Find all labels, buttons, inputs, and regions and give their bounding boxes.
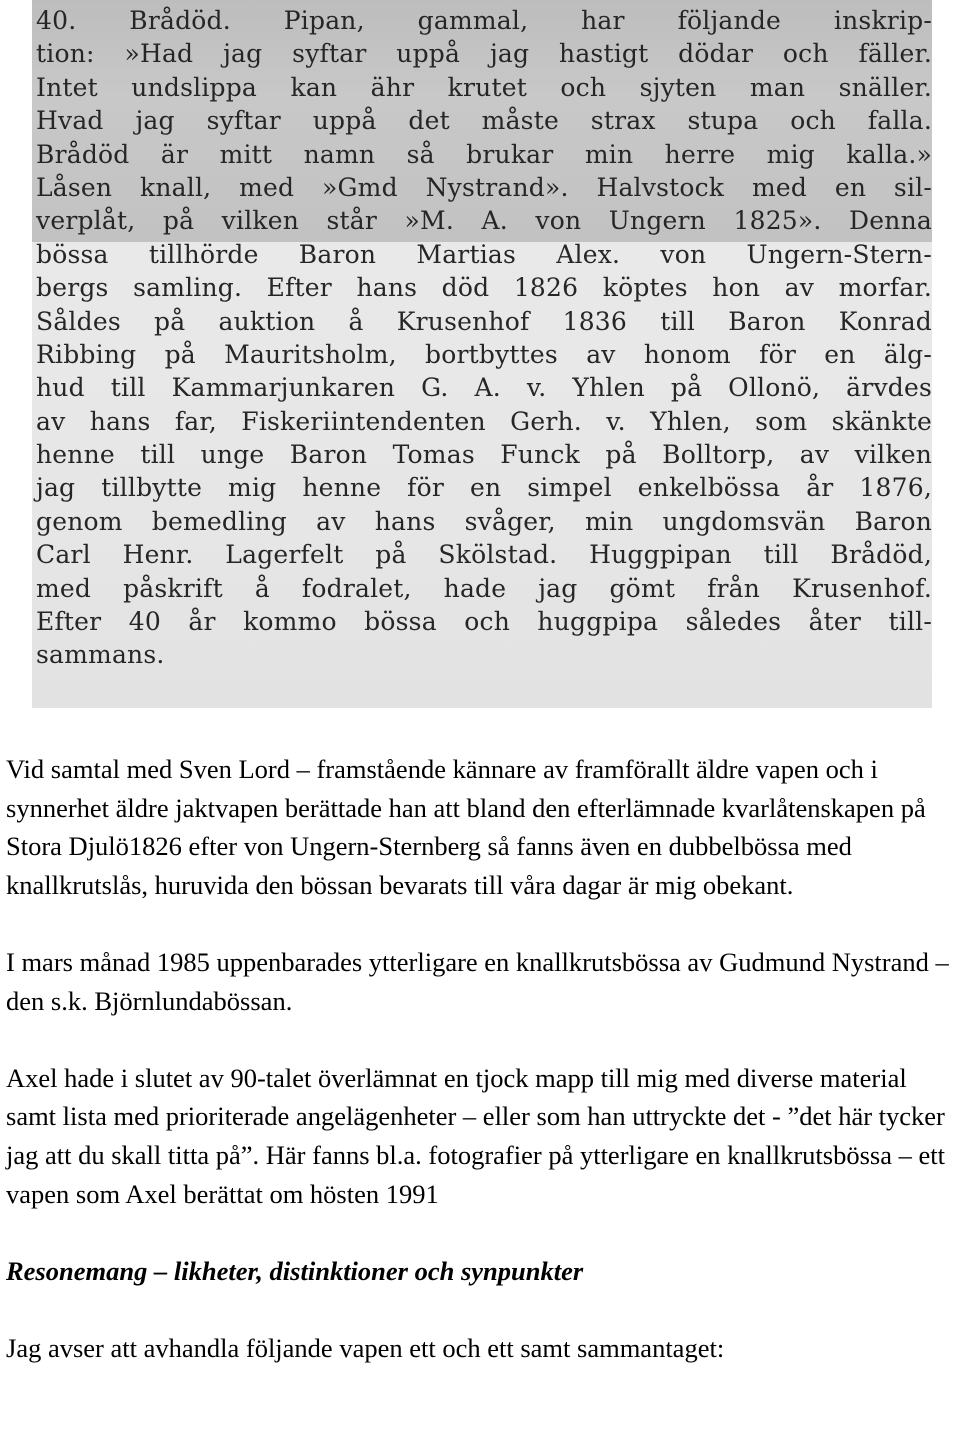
clipping-line: henne till unge Baron Tomas Funck på Bolltorp, av vilken [36,440,932,470]
clipping-line: Såldes på auktion å Krusenhof 1836 till Baron Konrad [36,306,932,336]
clipping-line: bössa tillhörde Baron Martias Alex. von Ungern-Stern- [36,239,932,269]
clipping-line: av hans far, Fiskeriintendenten Gerh. v. Yhlen, som skänkte [36,406,932,436]
clipping-line: Carl Henr. Lagerfelt på Skölstad. Huggpipan till Brådöd, [36,540,932,570]
paragraph-sven-lord: Vid samtal med Sven Lord – framstående kännare av framförallt äldre vapen och i synnerhet äldre jaktvapen berättade han att bland den efterlämnade kvarlåtenskapen på Stora Djulö1826 efter von Ungern-Sternberg så fanns även en dubbelbössa med knallkrutslås, huruvida den bössan bevarats till våra dagar är mig obekant. [6,754,926,900]
clipping-line: tion: »Had jag syftar uppå jag hastigt dödar och fäller. [36,39,932,69]
clipping-line: Ribbing på Mauritsholm, bortbyttes av honom för en älg- [36,339,932,369]
newspaper-clipping-image [32,0,932,708]
clipping-line: bergs samling. Efter hans död 1826 köptes hon av morfar. [36,273,932,303]
paragraph-axel-folder: Axel hade i slutet av 90-talet överlämnat en tjock mapp till mig med diverse material samt lista med prioriterade angelägenheter – eller som han uttryckte det - ”det här tycker jag att du skall titta på”. Här fanns bl.a. fotografier på ytterligare en knallkrutsbössa – ett vapen som Axel berättat om hösten 1991 [6,1062,945,1209]
clipping-line: sammans. [36,640,165,670]
clipping-line: 40. Brådöd. Pipan, gammal, har följande inskrip- [36,6,932,35]
clipping-line: Intet undslippa kan ähr krutet och sjyten man snäller. [36,72,932,102]
clipping-line: Hvad jag syftar uppå det måste strax stupa och falla. [36,106,932,136]
document-body [6,750,958,1368]
clipping-line: Efter 40 år kommo bössa och huggpipa således åter till- [36,607,932,637]
clipping-line: Brådöd är mitt namn så brukar min herre mig kalla.» [36,139,932,169]
paragraph-bjornlunda: I mars månad 1985 uppenbarades ytterligare en knallkrutsbössa av Gudmund Nystrand – den s.k. Björnlundabössan. [6,946,949,1016]
clipping-line: genom bemedling av hans svåger, min ungdomsvän Baron [36,506,932,536]
section-heading: Resonemang – likheter, distinktioner och synpunkter [6,1255,584,1286]
clipping-line: hud till Kammarjunkaren G. A. v. Yhlen på Ollonö, ärvdes [36,373,932,403]
clipping-text [36,4,932,672]
paragraph-closing: Jag avser att avhandla följande vapen ett och ett samt sammantaget: [6,1332,725,1363]
clipping-line: verplåt, på vilken står »M. A. von Ungern 1825». Denna [36,206,932,236]
clipping-line: med påskrift å fodralet, hade jag gömt från Krusenhof. [36,573,932,603]
clipping-line: jag tillbytte mig henne för en simpel enkelbössa år 1876, [36,473,932,503]
clipping-line: Låsen knall, med »Gmd Nystrand». Halvstock med en sil- [36,172,932,202]
